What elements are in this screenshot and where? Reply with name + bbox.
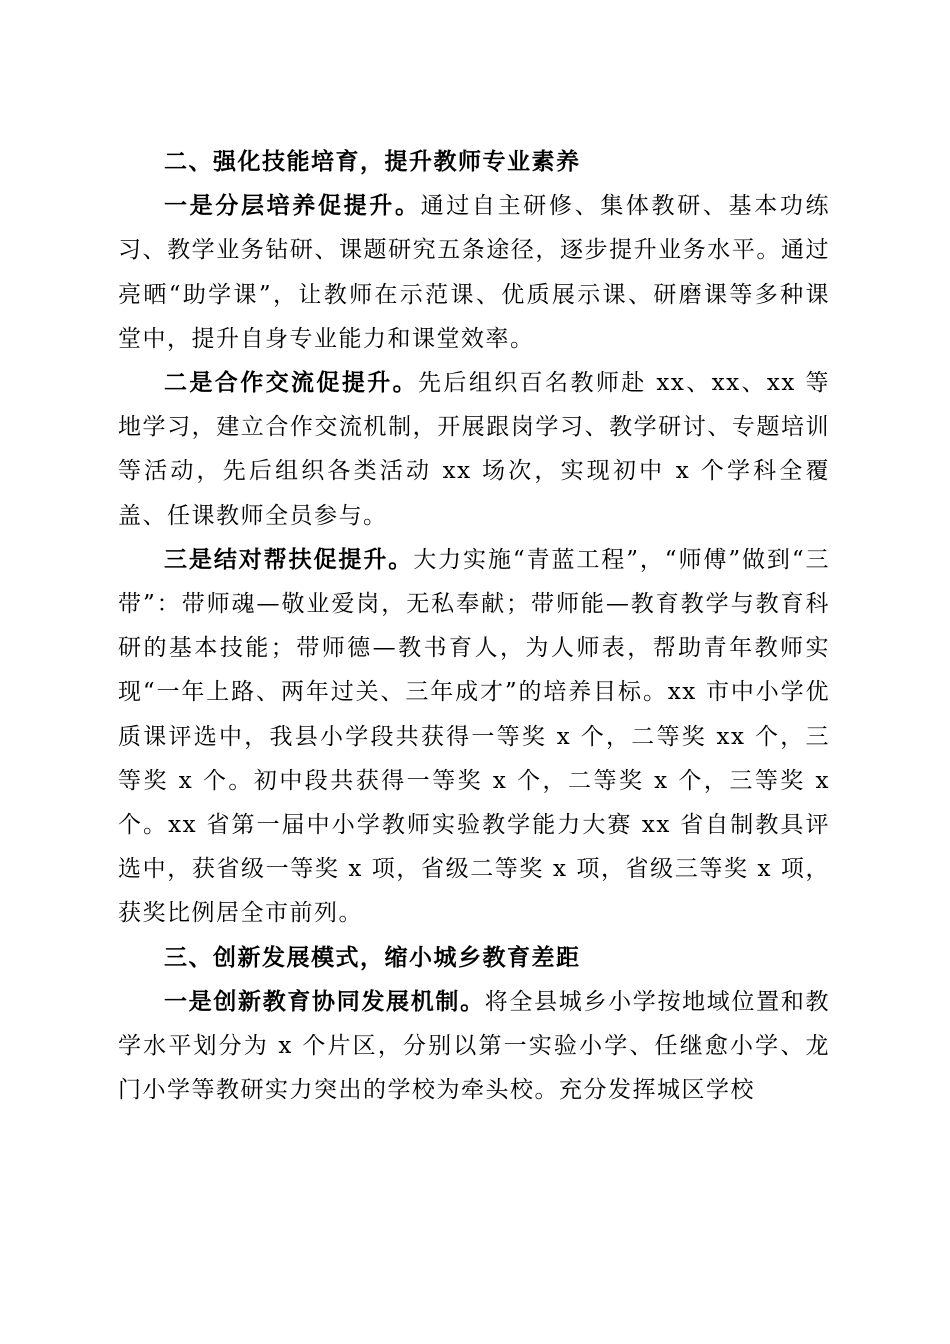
paragraph-lead: 三是结对帮扶促提升。 [164, 546, 414, 573]
paragraph-text: 大力实施“青蓝工程”，“师傅”做到“三带”：带师魂—敬业爱岗，无私奉献；带师能—教育教学与教育科研的基本技能；带师德—教书育人，为人师表，帮助青年教师实现“一年上路、两年过关、三年成才”的培养目标。xx 市中小学优质课评选中，我县小学段共获得一等奖 x 个，二等奖 xx 个，三等奖 x 个。初中段共获得一等奖 x 个，二等奖 x 个，三等奖 x 个。xx 省第一届中小学教师实验教学能力大赛 xx 省自制教具评选中，获省级一等奖 x 项，省级二等奖 x 项，省级三等奖 x 项，获奖比例居全市前列。 [118, 546, 831, 927]
paragraph-layered-training [118, 184, 830, 361]
paragraph-text: 先后组织百名教师赴 xx、xx、xx 等地学习，建立合作交流机制，开展跟岗学习、教学研讨、专题培训等活动，先后组织各类活动 xx 场次，实现初中 x 个学科全覆盖、任课教师全员参与。 [118, 370, 831, 529]
paragraph-collaborative-mechanism [118, 980, 830, 1113]
section-heading: 二、强化技能培育，提升教师专业素养 [164, 149, 581, 175]
paragraph-mentoring [118, 538, 830, 936]
paragraph-lead: 一是分层培养促提升。 [164, 193, 421, 220]
paragraph-text: 将全县城乡小学按地域位置和教学水平划分为 x 个片区，分别以第一实验小学、任继愈小学、龙门小学等教研实力突出的学校为牵头校。充分发挥城区学校 [118, 988, 831, 1104]
paragraph-lead: 一是创新教育协同发展机制。 [164, 988, 485, 1015]
paragraph-cooperation-exchange [118, 361, 830, 538]
section-skills [118, 140, 830, 936]
document-page [118, 140, 830, 1112]
section-innovation [118, 936, 830, 1113]
paragraph-text: 通过自主研修、集体教研、基本功练习、教学业务钻研、课题研究五条途径，逐步提升业务水平。通过亮晒“助学课”，让教师在示范课、优质展示课、研磨课等多种课堂中，提升自身专业能力和课堂效率。 [118, 193, 831, 352]
paragraph-lead: 二是合作交流促提升。 [164, 370, 419, 397]
section-heading: 三、创新发展模式，缩小城乡教育差距 [164, 944, 581, 971]
